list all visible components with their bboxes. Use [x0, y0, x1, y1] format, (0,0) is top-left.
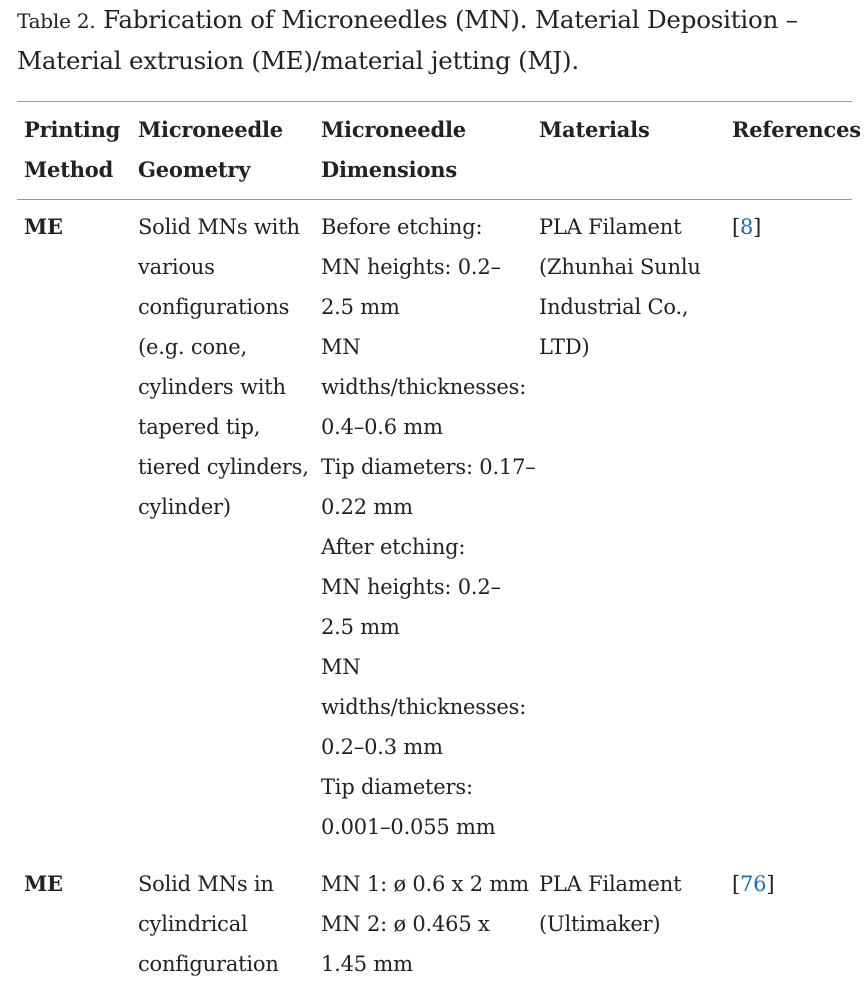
- header-bottom-rule: [17, 199, 852, 200]
- row1-dimensions: Before etching: MN heights: 0.2– 2.5 mm MN widths/thicknesses: 0.4–0.6 mm Tip diameters: 0.17– 0.22 mm After etching: MN heights: 0.2– 2.5 mm MN widths/thicknesses: 0.2–0.3 mm Tip diameters: 0.001–0.055 mm: [321, 215, 536, 839]
- row2-dimensions: MN 1: ø 0.6 x 2 mm MN 2: ø 0.465 x 1.45 mm: [321, 872, 529, 976]
- caption-label: Table 2.: [17, 9, 96, 33]
- reference-link-8[interactable]: 8: [740, 215, 754, 239]
- header-references: References: [732, 117, 861, 142]
- header-microneedle-dimensions: Microneedle Dimensions: [321, 117, 466, 182]
- row1-geometry: Solid MNs with various configurations (e.g. cone, cylinders with tapered tip, tiered cylinders, cylinder): [138, 215, 309, 519]
- row2-references: [76]: [732, 872, 775, 896]
- header-microneedle-geometry: Microneedle Geometry: [138, 117, 283, 182]
- row1-references: [8]: [732, 215, 762, 239]
- row2-geometry: Solid MNs in cylindrical configuration: [138, 872, 279, 976]
- table-caption: [17, 0, 857, 81]
- row2-materials: PLA Filament (Ultimaker): [539, 872, 682, 936]
- reference-link-76[interactable]: 76: [740, 872, 767, 896]
- caption-text: Fabrication of Microneedles (MN). Material Deposition – Material extrusion (ME)/material jetting (MJ).: [17, 5, 798, 75]
- row1-method: ME: [24, 214, 63, 239]
- header-printing-method: Printing Method: [24, 117, 121, 182]
- row1-materials: PLA Filament (Zhunhai Sunlu Industrial Co., LTD): [539, 215, 701, 359]
- header-materials: Materials: [539, 117, 650, 142]
- table-top-rule: [17, 101, 852, 102]
- row2-method: ME: [24, 871, 63, 896]
